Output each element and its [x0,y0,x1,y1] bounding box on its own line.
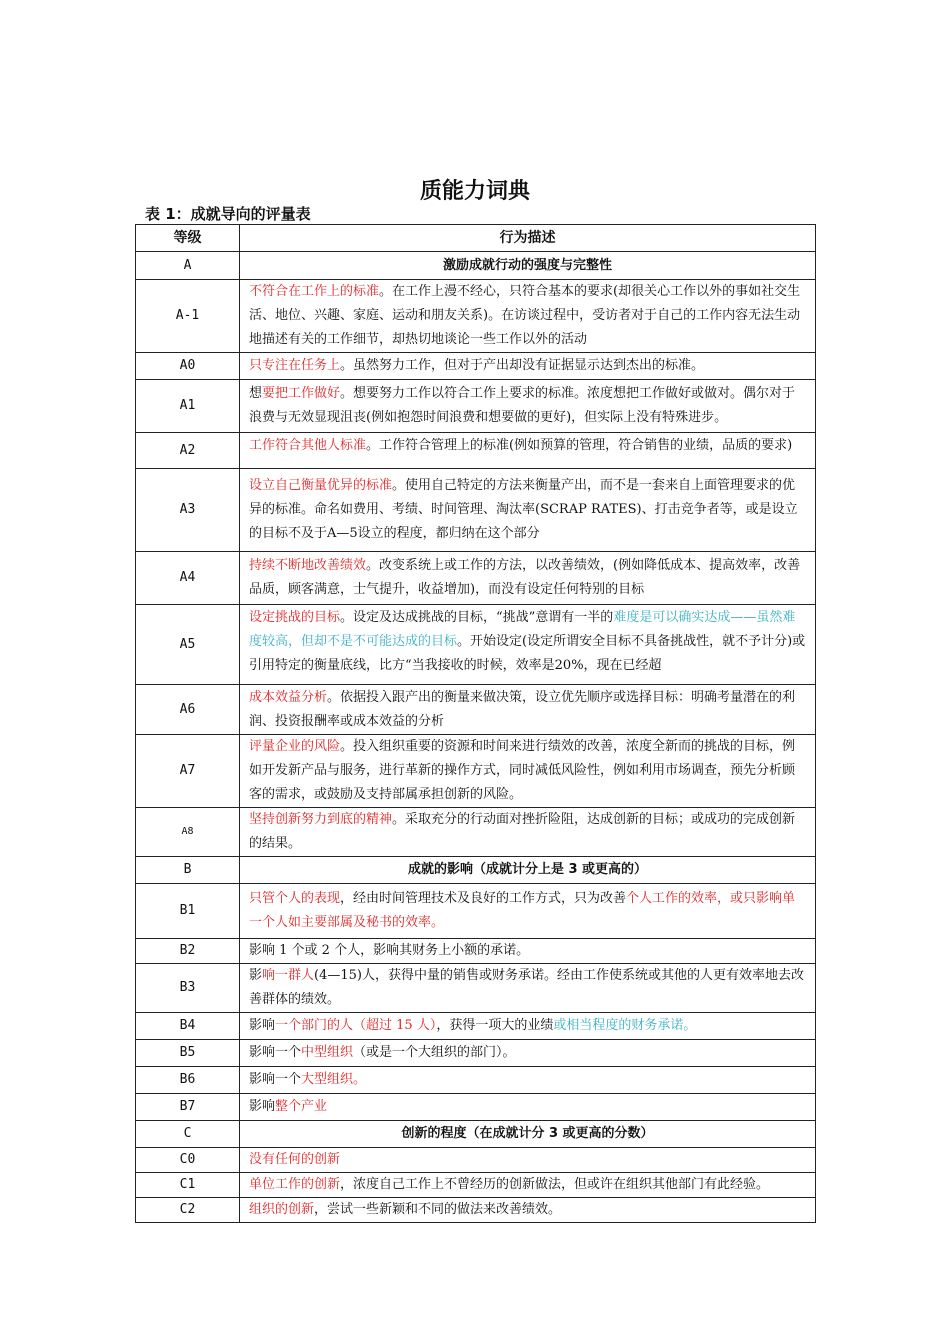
highlight-text: 设立自己衡量优异的标准 [249,478,393,493]
highlight-text: 响一群人 [262,968,315,983]
level-cell: B4 [136,1013,240,1040]
highlight-text: 中型组织 [301,1045,354,1060]
description-text: 影响 [249,1018,276,1033]
level-cell: C1 [136,1173,240,1198]
table-body [136,252,816,1223]
description-cell [240,1067,816,1094]
description-cell [240,280,816,353]
table-row [136,735,816,808]
table-row [136,1067,816,1094]
description-cell [240,605,816,685]
highlight-text: 没有任何的创新 [249,1152,341,1167]
highlight-text: 单位工作的创新 [249,1177,341,1192]
level-cell: B6 [136,1067,240,1094]
level-cell: B5 [136,1040,240,1067]
highlight-text: 评量企业的风险 [249,739,341,754]
description-text: 想 [249,386,263,401]
description-text: 。工作符合管理上的标准(例如预算的管理，符合销售的业绩，品质的要求) [366,437,793,453]
header-description: 行为描述 [240,225,816,252]
description-cell [240,252,816,280]
level-cell: A1 [136,380,240,433]
description-text: 。改变系统上或工作的方法，以改善绩效，(例如降低成本、提高效率，改善品质，顾客满意，士气提升，收益增加)，而没有设定任何特别的目标 [249,558,801,597]
highlight-text: 要把工作做好 [262,386,341,401]
note-text: 难度是可以确实达成——虽然难度较高，但却不是不可能达成的目标 [249,609,796,649]
table-row [136,1148,816,1173]
description-text: 。虽然努力工作，但对于产出却没有证据显示达到杰出的标准。 [340,358,705,373]
level-cell: A2 [136,433,240,469]
highlight-text: 一个部门的人（超过 15 人） [275,1018,437,1033]
level-cell: B7 [136,1094,240,1121]
description-cell [240,1148,816,1173]
description-text: 。想要努力工作以符合工作上要求的标准。浓度想把工作做好或做对。偶尔对于浪费与无效显现沮丧(例如抱怨时间浪费和想要做的更好)，但实际上没有特殊进步。 [249,386,796,425]
table-row [136,469,816,552]
description-cell [240,1013,816,1040]
description-text: 成就的影响（成就计分上是 3 或更高的） [407,862,648,877]
table-row [136,380,816,433]
description-cell [240,552,816,605]
level-cell: A5 [136,605,240,685]
level-cell: B3 [136,964,240,1013]
description-cell [240,808,816,857]
level-cell: A6 [136,685,240,735]
description-cell [240,1173,816,1198]
table-row [136,964,816,1013]
section-row [136,252,816,280]
table-row [136,685,816,735]
level-cell: C0 [136,1148,240,1173]
table-row [136,1094,816,1121]
description-text: 影响 1 个或 2 个人，影响其财务上小额的承诺。 [249,943,530,958]
table-row [136,280,816,353]
table-row [136,808,816,857]
table-row [136,939,816,964]
level-cell: A-1 [136,280,240,353]
description-text: 。设定及达成挑战的目标，“挑战”意谓有一半的 [340,609,614,625]
table-row [136,552,816,605]
highlight-text: 只管个人的表现 [249,891,341,906]
description-text: ，浓度自己工作上不曾经历的创新做法，但或许在组织其他部门有此经验。 [340,1177,770,1192]
description-cell [240,735,816,808]
level-cell: A [136,252,240,280]
level-cell: A0 [136,353,240,380]
highlight-text: 个人工作的效率，或只影响单一个人如主要部属及秘书的效率。 [249,891,796,930]
highlight-text: 只专注在任务上 [249,358,341,373]
table-row [136,353,816,380]
note-text: 或相当程度的财务承诺。 [553,1018,697,1033]
highlight-text: 不符合在工作上的标准 [249,284,380,299]
description-cell [240,884,816,939]
description-text: 。投入组织重要的资源和时间来进行绩效的改善，浓度全新而的挑战的目标，例如开发新产品与服务，进行革新的操作方式，同时减低风险性，例如利用市场调查，预先分析顾客的需求，或鼓励及支持部属承担创新的风险。 [249,739,796,802]
highlight-text: 大型组织。 [301,1072,367,1087]
evaluation-table [135,224,816,1223]
description-text: ，经由时间管理技术及良好的工作方式，只为改善 [340,891,627,906]
table-row [136,605,816,685]
description-cell [240,353,816,380]
description-text: 影响一个 [249,1045,302,1060]
description-cell [240,939,816,964]
description-text: (4—15)人，获得中量的销售或财务承诺。经由工作使系统或其他的人更有效率地去改善群体的绩效。 [249,968,804,1007]
level-cell: B [136,857,240,884]
highlight-text: 工作符合其他人标准 [249,437,367,453]
highlight-text: 整个产业 [275,1099,328,1114]
table-caption: 表 1：成就导向的评量表 [145,205,311,223]
section-row [136,857,816,884]
description-cell [240,1040,816,1067]
description-text: 。依据投入跟产出的衡量来做决策，设立优先顺序或选择目标：明确考量潜在的利润、投资报酬率或成本效益的分析 [249,689,796,729]
table-row [136,1013,816,1040]
table-row [136,433,816,469]
description-cell [240,685,816,735]
highlight-text: 成本效益分析 [249,689,328,705]
level-cell: B2 [136,939,240,964]
description-text: ，获得一项大的业绩 [436,1018,554,1033]
table-row [136,884,816,939]
level-cell: C [136,1121,240,1148]
description-text: 。使用自己特定的方法来衡量产出，而不是一套来自上面管理要求的优异的标准。命名如费用、考绩、时间管理、淘汰率(SCRAP RATES)、打击竞争者等，或是设立的目标不及于A—5设立的程度，都归纳在这个部分 [249,478,798,541]
header-level: 等级 [136,225,240,252]
description-text: （或是一个大组织的部门）。 [353,1045,516,1060]
level-cell: C2 [136,1198,240,1223]
description-text: 激励成就行动的强度与完整性 [442,257,612,273]
description-cell [240,380,816,433]
table-row [136,1040,816,1067]
table-header-row [136,225,816,252]
description-cell [240,964,816,1013]
description-text: ，尝试一些新颖和不同的做法来改善绩效。 [314,1202,562,1217]
description-cell [240,857,816,884]
description-text: 。采取充分的行动面对挫折险阻，达成创新的目标；或成功的完成创新的结果。 [249,812,796,851]
level-cell: B1 [136,884,240,939]
table-row [136,1198,816,1223]
description-cell [240,1094,816,1121]
description-text: 。在工作上漫不经心，只符合基本的要求(却很关心工作以外的事如社交生活、地位、兴趣、家庭、运动和朋友关系)。在访谈过程中，受访者对于自己的工作内容无法生动地描述有关的工作细节，却热切地谈论一些工作以外的活动 [249,284,801,347]
description-text: 影响 [249,1099,276,1114]
highlight-text: 坚持创新努力到底的精神 [249,812,393,827]
level-cell: A8 [136,808,240,857]
table-row [136,1173,816,1198]
level-cell: A4 [136,552,240,605]
level-cell: A3 [136,469,240,552]
description-text: 影 [249,968,263,983]
description-cell [240,1198,816,1223]
highlight-text: 持续不断地改善绩效 [249,558,367,573]
highlight-text: 组织的创新 [249,1202,315,1217]
page-title: 质能力词典 [419,179,530,204]
highlight-text: 设定挑战的目标 [249,609,341,625]
description-text: 。开始设定(设定所谓安全目标不具备挑战性，就不予计分)或引用特定的衡量底线，比方“当我接收的时候，效率是20%，现在已经超 [249,633,806,673]
description-cell [240,1121,816,1148]
section-row [136,1121,816,1148]
description-text: 创新的程度（在成就计分 3 或更高的分数） [401,1126,654,1141]
description-text: 影响一个 [249,1072,302,1087]
description-cell [240,433,816,469]
level-cell: A7 [136,735,240,808]
description-cell [240,469,816,552]
